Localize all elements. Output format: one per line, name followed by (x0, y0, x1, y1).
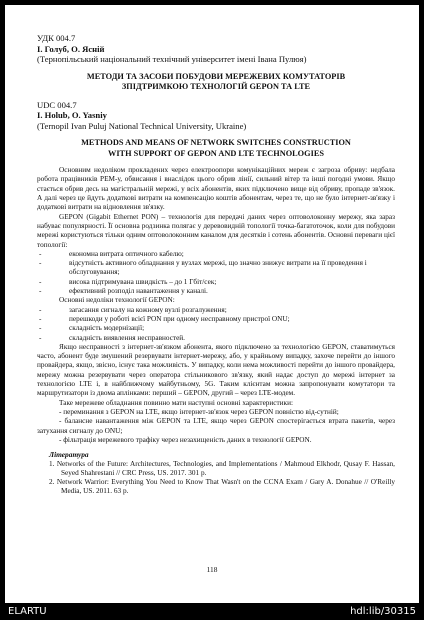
footer-bar (0, 603, 424, 620)
body-paragraph-2: GEPON (Gigabit Ethernet PON) – технологія для передачі даних через оптоволоконну мережу, яка зараз набуває популярності. Її основна родзинка полягає у деревовидній топології точка-багатоточок, коли для побудови мережі користуються тільки одним оптоволоконним каналом для десятків і сотень абонентів. Основні переваги цієї топології: (37, 212, 395, 249)
en-udc: UDC 004.7 (37, 99, 77, 110)
list-item: - висока підтримувана швидкість – до 1 Гбіт/сек; (39, 277, 217, 286)
list-item: - загасання сигналу на кожному вузлі розгалуження; (39, 305, 227, 314)
list-item: - перешкоди у роботі всієї PON при одному несправному пристрої ONU; (39, 314, 290, 323)
ua-title-line-2: ЗПІДТРИМКОЮ ТЕХНОЛОГІЙ GEPON ТА LTE (121, 82, 311, 92)
page-number: 118 (206, 565, 218, 574)
features-list (37, 408, 395, 445)
references-heading: Література (49, 450, 89, 460)
footer-handle: hdl:lib/30315 (350, 606, 416, 617)
article (37, 33, 395, 496)
list-item: - складність модернізації; (39, 324, 145, 333)
advantages-list (37, 250, 395, 296)
en-authors: I. Holub, O. Yasniy (37, 110, 107, 121)
document-page (5, 5, 419, 603)
ua-affiliation: (Тернопільський національний технічний університет імені Івана Пулюя) (37, 54, 307, 65)
body-paragraph-3: Якщо несправності з інтернет-зв'язком абонента, якого підключено за технологією GEPON, ставатимуться часто, абонент буде змушений резервувати інтернет-мережу, або, у крайньому випадку, захоче перейти до іншого провайдера, якщо, звісно, існує така можливість. У випадку, коли нема можливості перейти до іншого провайдера, мережу можна резервувати через оператора стільникового зв'язку, який надає доступ до мережі інтернет за технологією LTE і, в найближчому майбутньому, 5G. Таким клієнтам можна запропонувати комутатори та маршрутизатори із двома аплінками: перший – GEPON, другий – через LTE-модем. (37, 342, 395, 398)
list-item: - переминання з GEPON на LTE, якщо інтернет-зв'язок через GEPON повністю від-сутній; (59, 407, 339, 416)
list-item: - відсутність активного обладнання у вузлах мережі, що значно знижує витрати на її проведення і обслуговування; (39, 259, 367, 277)
disadvantages-intro: Основні недоліки технології GEPON: (59, 296, 175, 305)
ua-authors: І. Голуб, О. Ясній (37, 43, 105, 54)
en-affiliation: (Ternopil Ivan Puluj National Technical University, Ukraine) (37, 120, 247, 131)
ua-title-line-1: МЕТОДИ ТА ЗАСОБИ ПОБУДОВИ МЕРЕЖЕВИХ КОМУТАТОРІВ (86, 71, 346, 81)
list-item: - економна витрата оптичного кабелю; (39, 249, 184, 258)
list-item: - фільтрація мережевого трафіку через незахищеність даних в технології GEPON. (59, 435, 312, 444)
body-paragraph-1: Основним недоліком прокладених через електроопори комунікаційних мереж є загроза обриву: недбала робота працівників РЕМ-у, обвисання і внаслідок цього обрив лінії, сильний вітер та інші погодні умови. Якщо стається обрив десь на магістральній мережі, у всіх абонентів, яких підключено вище від обриву, пропаде зв'язок. А далі через це йдуть додаткові витрати на компенсацію коштів абонентам, через те, що не було інтернет-зв'язку і додаткові витрати на відновлення зв'язку. (37, 166, 395, 212)
en-title-line-2: WITH SUPPORT OF GEPON AND LTE TECHNOLOGIES (108, 148, 324, 158)
list-item: - складність виявлення несправностей. (39, 333, 185, 342)
disadvantages-list (37, 306, 395, 343)
body-paragraph-4: Таке мережеве обладнання повинно мати наступні основні характеристики: (59, 398, 293, 407)
ua-udc: УДК 004.7 (37, 33, 76, 43)
footer-repository-label: ELARTU (8, 606, 47, 617)
reference-item-1: 1. Networks of the Future: Architectures, Technologies, and Implementations / Mahmoud Elkhodr, Qusay F. Hassan, Seyed Shahrestani // CRC Press, US. 2017. 301 p. (49, 459, 395, 477)
reference-item-2: 2. Network Warrior: Everything You Need to Know That Wasn't on the CCNA Exam / Gary A. Donahue // O'Reilly Media, US. 2011. 63 p. (49, 477, 395, 495)
list-item: - ефективний розподіл навантаження у каналі. (39, 287, 208, 296)
list-item: - балансне навантаження між GEPON та LTE, якщо через GEPON спостерігається втрата пакетів, через затухання сигналу до ONU; (37, 417, 395, 435)
en-title-line-1: METHODS AND MEANS OF NETWORK SWITCHES CONSTRUCTION (81, 138, 351, 148)
